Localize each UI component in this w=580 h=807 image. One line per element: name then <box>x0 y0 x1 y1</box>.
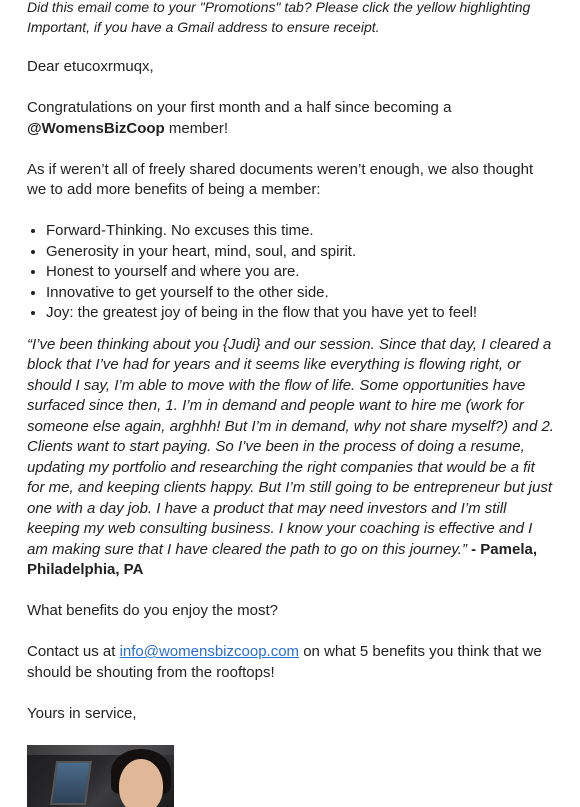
benefits-list <box>27 221 554 324</box>
list-item: • Honest to yourself and where you are. <box>46 262 554 283</box>
brand-handle: @WomensBizCoop <box>27 119 165 137</box>
testimonial-text: “I’ve been thinking about you {Judi} and our session. Since that day, I cleared a block that I’ve had for years and it seems like everything is flowing right, or should I say, I’m able to move with the flow of life. Some opportunities have surfaced since then, 1. I’m in demand and people want to hire me (work for someone else again, arghhh! But I’m in demand, why not share myself?) and 2. Clients want to start paying. So I’ve been in the process of doing a resume, updating my portfolio and researching the right companies that would be a fit for me, and keeping clients happy. But I’m still going to be entrepreneur but just one with a day job. I have a product that may need investors and I’m still keeping my web consulting business. I know your coaching is effective and I am making sure that I have cleared the path to go on this journey.” <box>27 335 554 558</box>
testimonial-attribution: - Pamela, Philadelphia, PA <box>27 540 538 578</box>
benefits-question: What benefits do you enjoy the most? <box>27 602 278 619</box>
list-item: • Generosity in your heart, mind, soul, and spirit. <box>46 242 554 263</box>
contact-before: Contact us at <box>27 643 120 660</box>
contact-email-link[interactable]: info@womensbizcoop.com <box>119 643 300 660</box>
intro-paragraph: As if weren’t all of freely shared documents weren’t enough, we also thought we to add more benefits of being a member: <box>27 160 534 198</box>
contact-after: on what 5 benefits you think that we should be shouting from the rooftops! <box>27 643 542 681</box>
list-item: • Joy: the greatest joy of being in the flow that you have yet to feel! <box>46 303 554 324</box>
congrats-after: member! <box>164 119 229 137</box>
congrats-paragraph <box>27 98 554 139</box>
promotions-tab-notice: Did this email come to your "Promotions" tab? Please click the yellow highlighting Important, if you have a Gmail address to ensure receipt. <box>27 0 531 35</box>
list-item: • Innovative to get yourself to the other side. <box>46 283 554 304</box>
contact-paragraph <box>27 642 554 683</box>
car-screen-shape <box>50 761 92 805</box>
testimonial-quote <box>27 335 554 581</box>
portrait-photo <box>27 745 174 807</box>
greeting: Dear etucoxrmuqx, <box>27 58 154 75</box>
congrats-text: Congratulations on your first month and a half since becoming a <box>27 99 452 116</box>
list-item: • Forward-Thinking. No excuses this time. <box>46 221 554 242</box>
signoff: Yours in service, <box>27 704 137 722</box>
